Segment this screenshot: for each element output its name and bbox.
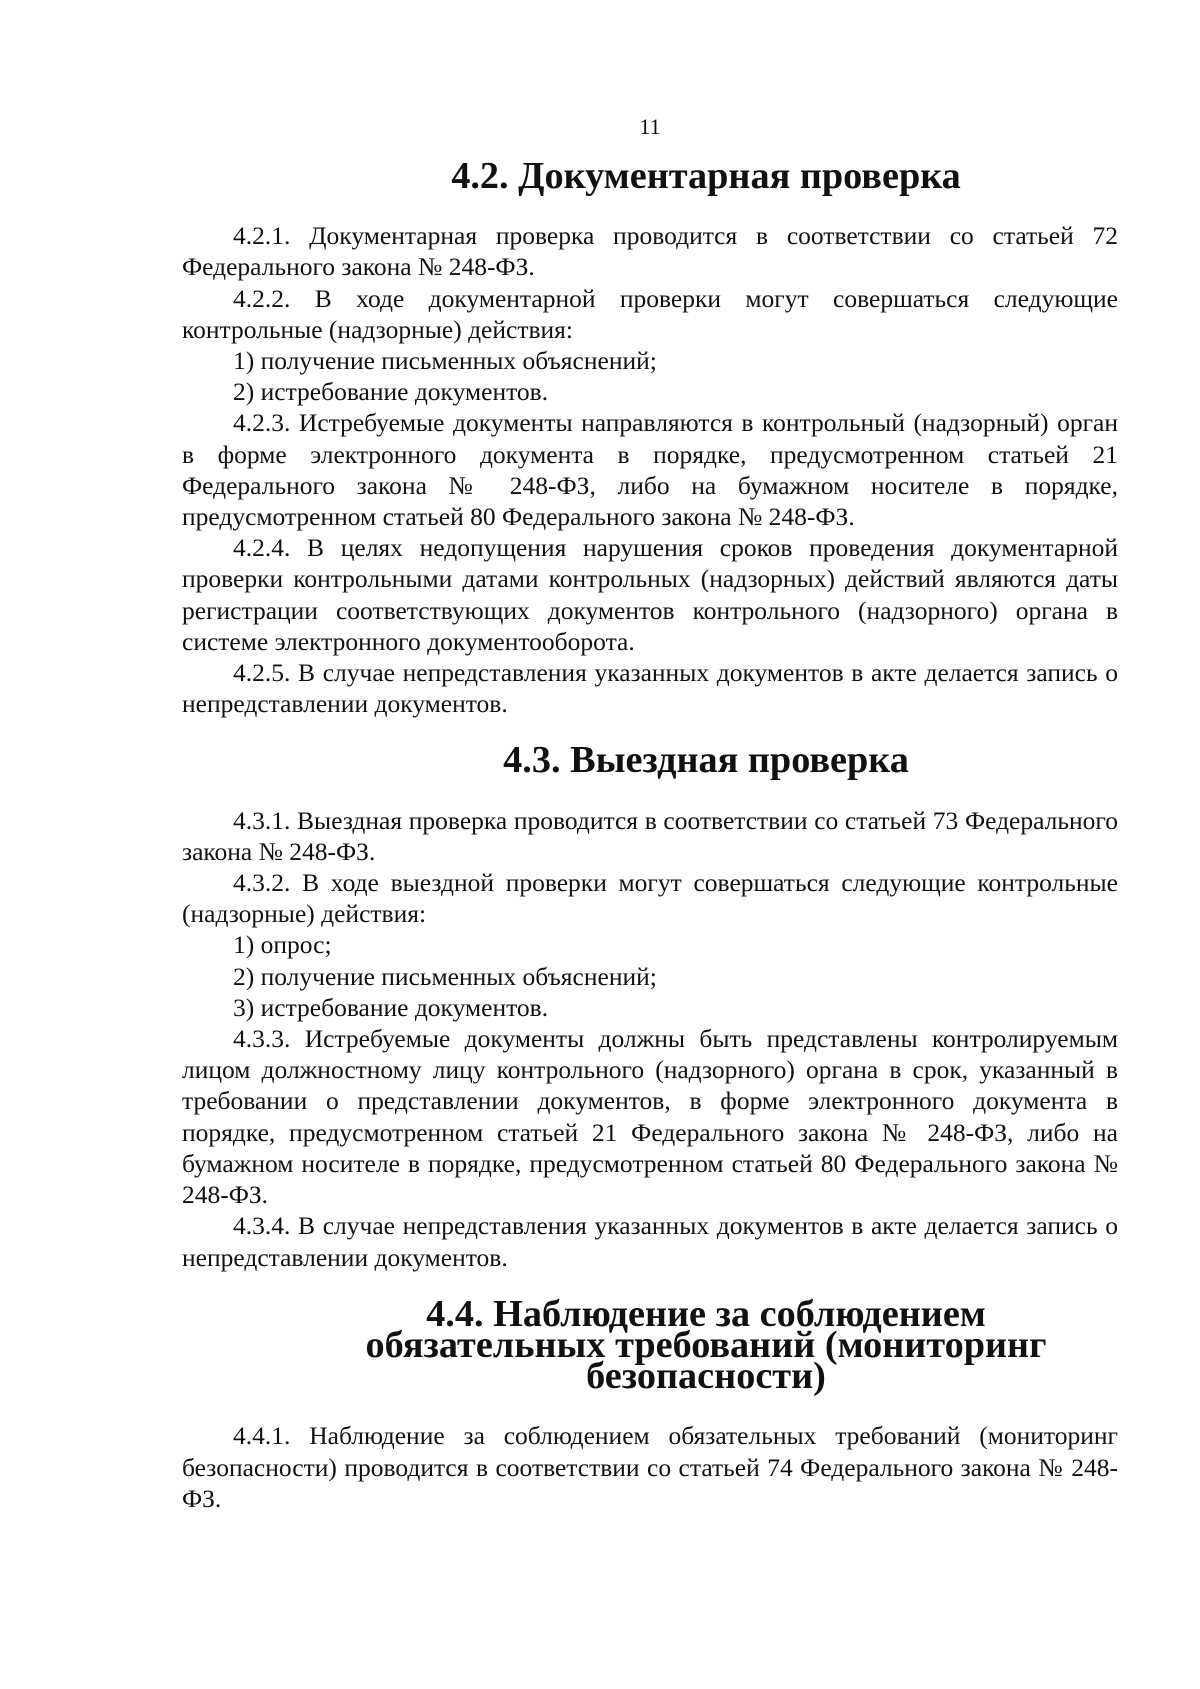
list-item: 3) истребование документов. <box>233 992 549 1022</box>
section-heading-line: 4.3. Выездная проверка <box>503 739 909 782</box>
paragraph: 4.2.5. В случае непредставления указанных документов в акте делается запись о непредставлении документов. <box>182 658 1118 719</box>
section-heading-line: 4.4. Наблюдение за соблюдением <box>426 1292 986 1335</box>
paragraph: 4.3.2. В ходе выездной проверки могут совершаться следующие контрольные (надзорные) действия: <box>182 868 1118 929</box>
paragraph: 4.4.1. Наблюдение за соблюдением обязательных требований (мониторинг безопасности) проводится в соответствии со статьей 74 Федерального закона № 248-ФЗ. <box>182 1421 1118 1513</box>
section-heading <box>182 739 1118 782</box>
paragraph: 4.2.4. В целях недопущения нарушения сроков проведения документарной проверки контрольными датами контрольных (надзорных) действий являются даты регистрации соответствующих документов контрольного (надзорного) органа в системе электронного документооборота. <box>182 533 1118 656</box>
paragraph: 4.3.1. Выездная проверка проводится в соответствии со статьей 73 Федерального закона № 248-ФЗ. <box>182 805 1118 866</box>
section-heading <box>182 1292 1118 1398</box>
paragraph: 4.2.1. Документарная проверка проводится в соответствии со статьей 72 Федерального закона № 248-ФЗ. <box>182 221 1118 282</box>
paragraph: 4.3.3. Истребуемые документы должны быть представлены контролируемым лицом должностному лицу контрольного (надзорного) органа в срок, указанный в требовании о представлении документов, в форме электронного документа в порядке, предусмотренном статьей 21 Федерального закона № 248-ФЗ, либо на бумажном носителе в порядке, предусмотренном статьей 80 Федерального закона № 248-ФЗ. <box>182 1024 1118 1210</box>
paragraph: 4.2.3. Истребуемые документы направляются в контрольный (надзорный) орган в форме электронного документа в порядке, предусмотренном статьей 21 Федерального закона № 248-ФЗ, либо на бумажном носителе в порядке, предусмотренном статьей 80 Федерального закона № 248-ФЗ. <box>182 408 1118 532</box>
list-item: 2) получение письменных объяснений; <box>233 961 657 991</box>
paragraph: 4.3.4. В случае непредставления указанных документов в акте делается запись о непредставлении документов. <box>182 1211 1118 1272</box>
section-heading-line: обязательных требований (мониторинг безопасности) <box>365 1323 1047 1398</box>
list-item: 2) истребование документов. <box>233 377 549 407</box>
section-heading <box>182 155 1118 197</box>
section-heading-line: 4.2. Документарная проверка <box>451 155 961 197</box>
document-body <box>182 155 1118 1514</box>
list-item: 1) получение письменных объяснений; <box>233 346 657 376</box>
page-number: 11 <box>639 114 661 139</box>
paragraph: 4.2.2. В ходе документарной проверки могут совершаться следующие контрольные (надзорные) действия: <box>182 283 1118 344</box>
list-item: 1) опрос; <box>233 930 332 960</box>
